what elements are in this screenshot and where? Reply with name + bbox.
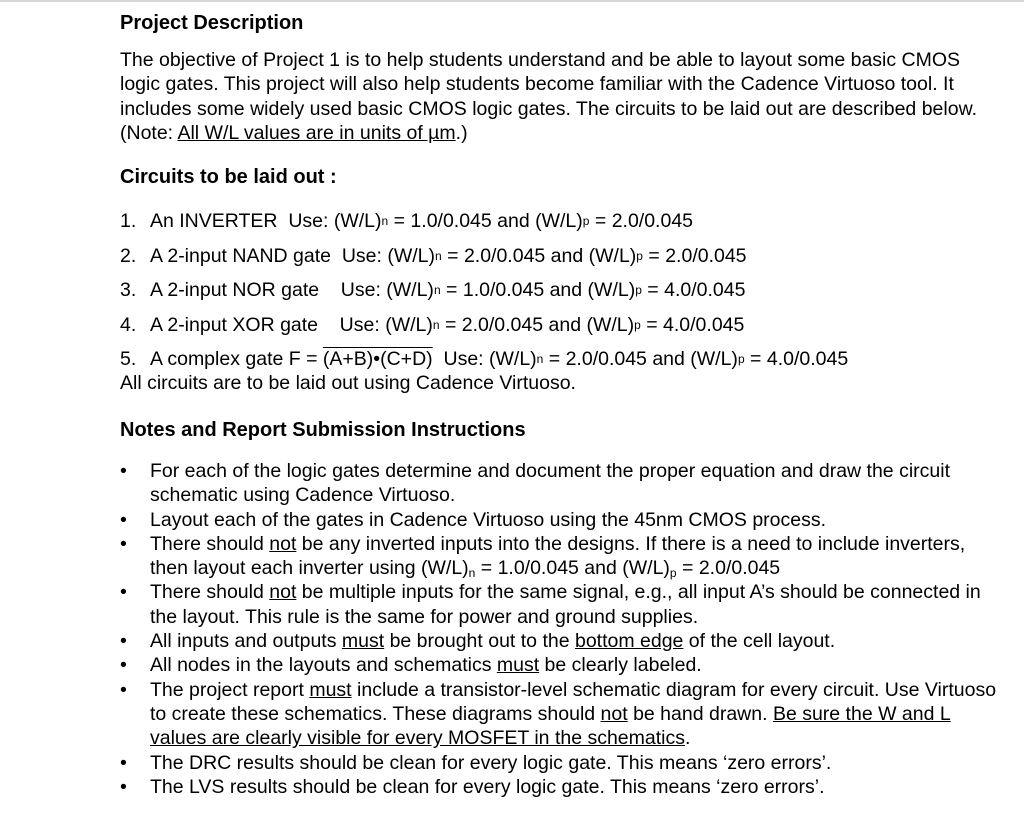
notes-list [120,459,1000,799]
item-mid: = 1.0/0.045 and (W/L) [440,279,636,302]
circuit-item-nand: 2. A 2-input NAND gate Use: (W/L) n = 2.0/0.045 and (W/L) p = 2.0/0.045 [120,244,747,267]
units-note: All W/L values are in units of µm [177,121,456,144]
project-description-paragraph [120,48,1000,145]
note-item [120,629,1000,653]
item-number: 5. [120,348,137,371]
item-use: Use: (W/L) [432,348,537,371]
subscript-n: n [468,566,476,581]
note-text: There should [150,532,270,555]
emphasis-wl-visible: Be sure the W and L values are clearly visible for every MOSFET in the schematics [150,702,951,750]
note-text: All inputs and outputs [150,630,342,653]
complex-expression-overlined: (A+B)•(C+D) [322,348,433,371]
item-name: A 2-input NOR gate Use: (W/L) [150,279,434,302]
item-end: = 4.0/0.045 [744,348,849,371]
item-number: 2. [120,244,137,267]
emphasis-must: must [341,630,385,653]
note-text: The project report [150,678,310,701]
note-item [120,653,1000,677]
note-item [120,508,1000,532]
desc-text-end: .) [455,121,468,144]
note-item [120,678,1000,751]
emphasis-not: not [600,702,628,725]
note-item [120,532,1000,581]
note-item [120,751,1000,775]
note-text: be clearly labeled. [539,654,702,677]
emphasis-must: must [309,678,352,701]
note-text: = 1.0/0.045 and (W/L) [475,557,670,580]
emphasis-bottom-edge: bottom edge [574,630,684,653]
note-text: of the cell layout. [683,630,836,653]
emphasis-not: not [269,532,297,555]
note-text: The DRC results should be clean for every logic gate. This means ‘zero errors’. [150,751,832,774]
item-end: = 4.0/0.045 [641,279,746,302]
circuit-item-complex-gate: 5. A complex gate F = (A+B)•(C+D) Use: (W/L) n = 2.0/0.045 and (W/L) p = 4.0/0.045 [120,348,849,371]
item-end: = 2.0/0.045 [589,210,694,233]
notes-heading: Notes and Report Submission Instructions [120,418,526,441]
note-text: There should [150,581,270,604]
item-mid: = 1.0/0.045 and (W/L) [388,210,583,233]
item-mid: = 2.0/0.045 and (W/L) [441,244,637,267]
page-top-border [0,0,1024,2]
note-item [120,775,1000,799]
item-name: A 2-input NAND gate Use: (W/L) [150,244,436,267]
emphasis-must: must [496,654,540,677]
note-text: include a transistor-level schematic diagram for every circuit. Use Virtuoso to create these schematics. These diagrams should [150,678,997,725]
note-text: = 2.0/0.045 [676,557,781,580]
item-name: An INVERTER Use: (W/L) [150,210,382,233]
item-name: A 2-input XOR gate Use: (W/L) [150,313,433,336]
note-text: For each of the logic gates determine and document the proper equation and draw the circuit schematic using Cadence Virtuoso. [150,459,950,507]
item-mid: = 2.0/0.045 and (W/L) [439,313,635,336]
item-number: 4. [120,313,137,336]
document-page [120,8,1000,799]
item-number: 1. [120,210,137,233]
all-circuits-note: All circuits are to be laid out using Cadence Virtuoso. [120,371,576,394]
circuit-item-inverter: 1. An INVERTER Use: (W/L) n = 1.0/0.045 and (W/L) p = 2.0/0.045 [120,210,694,233]
circuits-heading: Circuits to be laid out : [120,166,337,189]
item-mid: = 2.0/0.045 and (W/L) [543,348,738,371]
note-text: be hand drawn. [627,702,773,725]
project-description-heading: Project Description [120,12,304,34]
item-number: 3. [120,279,137,302]
item-name: A complex gate F = [150,348,323,371]
note-text: be any inverted inputs into the designs. If there is a need to include inverters, then layout each inverter using (W/L) [150,532,966,580]
note-item [120,459,1000,508]
note-text: Layout each of the gates in Cadence Virtuoso using the 45nm CMOS process. [150,508,827,531]
subscript-p: p [669,566,677,581]
circuits-list [120,204,1000,377]
note-text: be brought out to the [384,630,575,653]
note-text: . [685,727,691,750]
circuit-item-xor: 4. A 2-input XOR gate Use: (W/L) n = 2.0/0.045 and (W/L) p = 4.0/0.045 [120,313,745,336]
note-item [120,580,1000,629]
note-text: be multiple inputs for the same signal, e.g., all input A’s should be connected in the layout. This rule is the same for power and ground supplies. [150,581,981,628]
item-end: = 2.0/0.045 [642,244,747,267]
emphasis-not: not [269,581,297,604]
note-text: All nodes in the layouts and schematics [150,654,497,677]
item-end: = 4.0/0.045 [640,313,745,336]
desc-text: The objective of Project 1 is to help students understand and be able to layout some basic CMOS logic gates. This project will also help students become familiar with the Cadence Virtuoso tool. It includes some widely used basic CMOS logic gates. The circuits to be laid out are described below. (Note: [120,49,977,144]
circuit-item-nor: 3. A 2-input NOR gate Use: (W/L) n = 1.0/0.045 and (W/L) p = 4.0/0.045 [120,279,746,302]
note-text: The LVS results should be clean for every logic gate. This means ‘zero errors’. [150,775,825,798]
